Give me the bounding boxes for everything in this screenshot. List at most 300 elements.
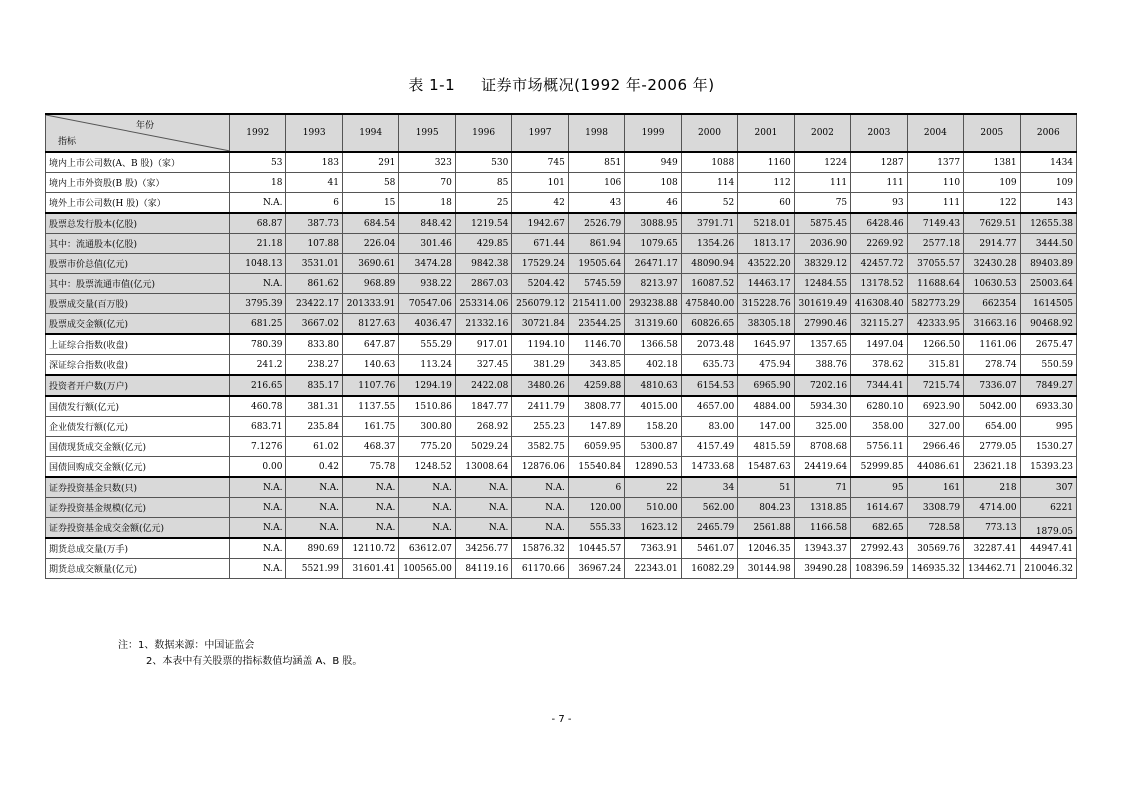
- value-cell: 530: [455, 152, 511, 173]
- value-cell: 27990.46: [794, 314, 850, 335]
- value-cell: 2422.08: [455, 375, 511, 396]
- value-cell: 108: [625, 173, 681, 193]
- table-row: [46, 334, 1077, 355]
- value-cell: 775.20: [399, 437, 455, 457]
- value-cell: 268.92: [455, 417, 511, 437]
- value-cell: 0.42: [286, 457, 342, 478]
- value-cell: 861.94: [568, 234, 624, 254]
- value-cell: 300.80: [399, 417, 455, 437]
- value-cell: 378.62: [851, 355, 907, 376]
- value-cell: 31601.41: [342, 559, 398, 579]
- value-cell: 3474.28: [399, 254, 455, 274]
- value-cell: 1146.70: [568, 334, 624, 355]
- value-cell: 3690.61: [342, 254, 398, 274]
- value-cell: 37055.57: [907, 254, 963, 274]
- value-cell: 654.00: [964, 417, 1020, 437]
- value-cell: 1614505: [1020, 294, 1076, 314]
- value-cell: 2577.18: [907, 234, 963, 254]
- value-cell: 7215.74: [907, 375, 963, 396]
- value-cell: 1160: [738, 152, 794, 173]
- value-cell: N.A.: [342, 498, 398, 518]
- table-row: [46, 294, 1077, 314]
- value-cell: N.A.: [230, 559, 286, 579]
- value-cell: 4259.88: [568, 375, 624, 396]
- value-cell: 12110.72: [342, 538, 398, 559]
- table-row: [46, 314, 1077, 335]
- row-label: 期货总成交额量(亿元): [46, 559, 230, 579]
- value-cell: 100565.00: [399, 559, 455, 579]
- value-cell: 2269.92: [851, 234, 907, 254]
- value-cell: 848.42: [399, 213, 455, 234]
- value-cell: 63612.07: [399, 538, 455, 559]
- value-cell: 1194.10: [512, 334, 568, 355]
- value-cell: N.A.: [286, 477, 342, 498]
- table-row: [46, 477, 1077, 498]
- value-cell: 84119.16: [455, 559, 511, 579]
- value-cell: 6923.90: [907, 396, 963, 417]
- table-row: [46, 417, 1077, 437]
- page-number: - 7 -: [551, 714, 572, 725]
- value-cell: 13178.52: [851, 274, 907, 294]
- value-cell: 0.00: [230, 457, 286, 478]
- table-row: [46, 254, 1077, 274]
- value-cell: 19505.64: [568, 254, 624, 274]
- value-cell: 85: [455, 173, 511, 193]
- value-cell: 6059.95: [568, 437, 624, 457]
- value-cell: 1161.06: [964, 334, 1020, 355]
- value-cell: 112: [738, 173, 794, 193]
- value-cell: 7363.91: [625, 538, 681, 559]
- value-cell: 38329.12: [794, 254, 850, 274]
- value-cell: 70: [399, 173, 455, 193]
- value-cell: 71: [794, 477, 850, 498]
- value-cell: N.A.: [455, 498, 511, 518]
- row-label: 国债回购成交金额(亿元): [46, 457, 230, 478]
- value-cell: 90468.92: [1020, 314, 1076, 335]
- note-line: 注：1、数据来源：中国证监会: [118, 640, 255, 651]
- year-header: 2005: [964, 114, 1020, 152]
- value-cell: 60: [738, 193, 794, 214]
- value-cell: 1623.12: [625, 518, 681, 539]
- indicator-header-label: 指标: [58, 137, 77, 147]
- value-cell: 804.23: [738, 498, 794, 518]
- value-cell: 53: [230, 152, 286, 173]
- table-row: [46, 375, 1077, 396]
- value-cell: 890.69: [286, 538, 342, 559]
- value-cell: N.A.: [399, 518, 455, 539]
- value-cell: 107.88: [286, 234, 342, 254]
- value-cell: 1079.65: [625, 234, 681, 254]
- value-cell: 38305.18: [738, 314, 794, 335]
- value-cell: 582773.29: [907, 294, 963, 314]
- value-cell: 52: [681, 193, 737, 214]
- row-label: 深证综合指数(收盘): [46, 355, 230, 376]
- value-cell: N.A.: [230, 274, 286, 294]
- year-header-label: 年份: [136, 121, 155, 131]
- value-cell: 6: [286, 193, 342, 214]
- value-cell: 728.58: [907, 518, 963, 539]
- row-label: 证券投资基金只数(只): [46, 477, 230, 498]
- year-header: 1994: [342, 114, 398, 152]
- value-cell: 2465.79: [681, 518, 737, 539]
- value-cell: 34256.77: [455, 538, 511, 559]
- value-cell: 44947.41: [1020, 538, 1076, 559]
- value-cell: 562.00: [681, 498, 737, 518]
- table-row: [46, 152, 1077, 173]
- value-cell: 307: [1020, 477, 1076, 498]
- value-cell: 39490.28: [794, 559, 850, 579]
- value-cell: N.A.: [455, 477, 511, 498]
- value-cell: 381.31: [286, 396, 342, 417]
- value-cell: N.A.: [230, 498, 286, 518]
- value-cell: 9842.38: [455, 254, 511, 274]
- value-cell: 278.74: [964, 355, 1020, 376]
- value-cell: 1318.85: [794, 498, 850, 518]
- value-cell: 745: [512, 152, 568, 173]
- value-cell: 44086.61: [907, 457, 963, 478]
- value-cell: 5029.24: [455, 437, 511, 457]
- value-cell: 15876.32: [512, 538, 568, 559]
- value-cell: 4036.47: [399, 314, 455, 335]
- value-cell: 15: [342, 193, 398, 214]
- value-cell: 11688.64: [907, 274, 963, 294]
- value-cell: 2914.77: [964, 234, 1020, 254]
- value-cell: 32115.27: [851, 314, 907, 335]
- value-cell: 12876.06: [512, 457, 568, 478]
- value-cell: 42: [512, 193, 568, 214]
- value-cell: 15393.23: [1020, 457, 1076, 478]
- value-cell: 387.73: [286, 213, 342, 234]
- value-cell: 134462.71: [964, 559, 1020, 579]
- value-cell: 315.81: [907, 355, 963, 376]
- value-cell: 325.00: [794, 417, 850, 437]
- value-cell: 995: [1020, 417, 1076, 437]
- value-cell: 1354.26: [681, 234, 737, 254]
- row-label: 股票市价总值(亿元): [46, 254, 230, 274]
- value-cell: 2036.90: [794, 234, 850, 254]
- value-cell: 23422.17: [286, 294, 342, 314]
- year-header: 2002: [794, 114, 850, 152]
- value-cell: 402.18: [625, 355, 681, 376]
- header-row: [46, 114, 1077, 152]
- table-row: [46, 498, 1077, 518]
- row-label: 其中：流通股本(亿股): [46, 234, 230, 254]
- value-cell: 51: [738, 477, 794, 498]
- year-header: 1996: [455, 114, 511, 152]
- value-cell: 58: [342, 173, 398, 193]
- value-cell: 8213.97: [625, 274, 681, 294]
- value-cell: N.A.: [512, 518, 568, 539]
- value-cell: 3444.50: [1020, 234, 1076, 254]
- value-cell: 5521.99: [286, 559, 342, 579]
- value-cell: 10445.57: [568, 538, 624, 559]
- value-cell: 949: [625, 152, 681, 173]
- table-row: [46, 559, 1077, 579]
- value-cell: 3582.75: [512, 437, 568, 457]
- value-cell: 215411.00: [568, 294, 624, 314]
- value-cell: 1287: [851, 152, 907, 173]
- row-label: 境内上市外资股(B 股)（家）: [46, 173, 230, 193]
- value-cell: 5934.30: [794, 396, 850, 417]
- value-cell: 6428.46: [851, 213, 907, 234]
- table-row: [46, 193, 1077, 214]
- value-cell: 2966.46: [907, 437, 963, 457]
- table-title: [0, 74, 1123, 95]
- value-cell: 381.29: [512, 355, 568, 376]
- value-cell: 15540.84: [568, 457, 624, 478]
- value-cell: 1219.54: [455, 213, 511, 234]
- value-cell: 41: [286, 173, 342, 193]
- value-cell: 475.94: [738, 355, 794, 376]
- value-cell: 61.02: [286, 437, 342, 457]
- value-cell: 109: [964, 173, 1020, 193]
- notes: [118, 638, 362, 670]
- table-row: [46, 437, 1077, 457]
- value-cell: 780.39: [230, 334, 286, 355]
- value-cell: 6154.53: [681, 375, 737, 396]
- value-cell: 635.73: [681, 355, 737, 376]
- value-cell: 101: [512, 173, 568, 193]
- row-label: 投资者开户数(万户): [46, 375, 230, 396]
- year-header: 2004: [907, 114, 963, 152]
- value-cell: 32287.41: [964, 538, 1020, 559]
- value-cell: 3667.02: [286, 314, 342, 335]
- value-cell: 36967.24: [568, 559, 624, 579]
- row-label: 国债现货成交金额(亿元): [46, 437, 230, 457]
- year-header: 2001: [738, 114, 794, 152]
- value-cell: 1381: [964, 152, 1020, 173]
- value-cell: 1137.55: [342, 396, 398, 417]
- value-cell: 4714.00: [964, 498, 1020, 518]
- value-cell: N.A.: [286, 498, 342, 518]
- securities-market-table: [45, 113, 1077, 579]
- value-cell: 6221: [1020, 498, 1076, 518]
- value-cell: N.A.: [342, 477, 398, 498]
- value-cell: 555.33: [568, 518, 624, 539]
- value-cell: 13943.37: [794, 538, 850, 559]
- row-label: 股票成交量(百万股): [46, 294, 230, 314]
- value-cell: 5204.42: [512, 274, 568, 294]
- row-label: 上证综合指数(收盘): [46, 334, 230, 355]
- value-cell: 8127.63: [342, 314, 398, 335]
- value-cell: 1497.04: [851, 334, 907, 355]
- value-cell: 2073.48: [681, 334, 737, 355]
- value-cell: 24419.64: [794, 457, 850, 478]
- value-cell: 43: [568, 193, 624, 214]
- table-row: [46, 234, 1077, 254]
- table-title-text: 证券市场概况(1992 年-2006 年): [481, 76, 715, 94]
- value-cell: 8708.68: [794, 437, 850, 457]
- value-cell: 555.29: [399, 334, 455, 355]
- value-cell: 684.54: [342, 213, 398, 234]
- value-cell: 5745.59: [568, 274, 624, 294]
- value-cell: N.A.: [512, 498, 568, 518]
- value-cell: 158.20: [625, 417, 681, 437]
- value-cell: 42333.95: [907, 314, 963, 335]
- value-cell: 10630.53: [964, 274, 1020, 294]
- value-cell: 15487.63: [738, 457, 794, 478]
- value-cell: N.A.: [399, 498, 455, 518]
- value-cell: 7849.27: [1020, 375, 1076, 396]
- value-cell: 2675.47: [1020, 334, 1076, 355]
- value-cell: 12046.35: [738, 538, 794, 559]
- value-cell: 968.89: [342, 274, 398, 294]
- value-cell: 1266.50: [907, 334, 963, 355]
- value-cell: 21.18: [230, 234, 286, 254]
- value-cell: 301.46: [399, 234, 455, 254]
- value-cell: 5300.87: [625, 437, 681, 457]
- value-cell: 43522.20: [738, 254, 794, 274]
- value-cell: 1614.67: [851, 498, 907, 518]
- value-cell: 2867.03: [455, 274, 511, 294]
- value-cell: 3480.26: [512, 375, 568, 396]
- value-cell: 1088: [681, 152, 737, 173]
- value-cell: 23621.18: [964, 457, 1020, 478]
- value-cell: N.A.: [286, 518, 342, 539]
- value-cell: 1248.52: [399, 457, 455, 478]
- value-cell: N.A.: [230, 193, 286, 214]
- value-cell: 18: [399, 193, 455, 214]
- value-cell: 835.17: [286, 375, 342, 396]
- value-cell: 3795.39: [230, 294, 286, 314]
- value-cell: 2411.79: [512, 396, 568, 417]
- value-cell: 7.1276: [230, 437, 286, 457]
- value-cell: 147.00: [738, 417, 794, 437]
- value-cell: 60826.65: [681, 314, 737, 335]
- value-cell: 468.37: [342, 437, 398, 457]
- value-cell: 143: [1020, 193, 1076, 214]
- table-row: [46, 518, 1077, 539]
- value-cell: 4657.00: [681, 396, 737, 417]
- value-cell: 114: [681, 173, 737, 193]
- value-cell: 30144.98: [738, 559, 794, 579]
- value-cell: 111: [907, 193, 963, 214]
- value-cell: 110: [907, 173, 963, 193]
- value-cell: 75: [794, 193, 850, 214]
- value-cell: 93: [851, 193, 907, 214]
- note-line: 2、本表中有关股票的指标数值均涵盖 A、B 股。: [146, 656, 363, 667]
- row-label: 国债发行额(亿元): [46, 396, 230, 417]
- value-cell: N.A.: [512, 477, 568, 498]
- value-cell: 89403.89: [1020, 254, 1076, 274]
- value-cell: 938.22: [399, 274, 455, 294]
- year-header: 2003: [851, 114, 907, 152]
- value-cell: 4810.63: [625, 375, 681, 396]
- year-header: 1993: [286, 114, 342, 152]
- value-cell: 12655.38: [1020, 213, 1076, 234]
- value-cell: 323: [399, 152, 455, 173]
- value-cell: 31319.60: [625, 314, 681, 335]
- value-cell: 120.00: [568, 498, 624, 518]
- value-cell: 111: [794, 173, 850, 193]
- value-cell: 106: [568, 173, 624, 193]
- value-cell: 75.78: [342, 457, 398, 478]
- value-cell: 683.71: [230, 417, 286, 437]
- value-cell: 416308.40: [851, 294, 907, 314]
- value-cell: 14463.17: [738, 274, 794, 294]
- table-row: [46, 538, 1077, 559]
- value-cell: N.A.: [399, 477, 455, 498]
- row-label: 其中：股票流通市值(亿元): [46, 274, 230, 294]
- year-header: 1992: [230, 114, 286, 152]
- row-label: 证券投资基金规模(亿元): [46, 498, 230, 518]
- value-cell: 68.87: [230, 213, 286, 234]
- value-cell: 61170.66: [512, 559, 568, 579]
- year-header: 2000: [681, 114, 737, 152]
- value-cell: 18: [230, 173, 286, 193]
- value-cell: 16082.29: [681, 559, 737, 579]
- value-cell: 2561.88: [738, 518, 794, 539]
- value-cell: 7336.07: [964, 375, 1020, 396]
- value-cell: 226.04: [342, 234, 398, 254]
- table-row: [46, 457, 1077, 478]
- value-cell: 7149.43: [907, 213, 963, 234]
- value-cell: 216.65: [230, 375, 286, 396]
- value-cell: 315228.76: [738, 294, 794, 314]
- year-header: 2006: [1020, 114, 1076, 152]
- value-cell: 111: [851, 173, 907, 193]
- value-cell: 833.80: [286, 334, 342, 355]
- value-cell: 293238.88: [625, 294, 681, 314]
- value-cell: 256079.12: [512, 294, 568, 314]
- value-cell: 682.65: [851, 518, 907, 539]
- value-cell: 34: [681, 477, 737, 498]
- value-cell: 2526.79: [568, 213, 624, 234]
- value-cell: 343.85: [568, 355, 624, 376]
- year-header: 1995: [399, 114, 455, 152]
- value-cell: 140.63: [342, 355, 398, 376]
- value-cell: 7202.16: [794, 375, 850, 396]
- value-cell: 358.00: [851, 417, 907, 437]
- row-label: 企业债发行额(亿元): [46, 417, 230, 437]
- value-cell: 46: [625, 193, 681, 214]
- value-cell: 327.00: [907, 417, 963, 437]
- row-label: 证券投资基金成交金额(亿元): [46, 518, 230, 539]
- value-cell: 95: [851, 477, 907, 498]
- value-cell: 460.78: [230, 396, 286, 417]
- value-cell: 31663.16: [964, 314, 1020, 335]
- value-cell: 17529.24: [512, 254, 568, 274]
- value-cell: 510.00: [625, 498, 681, 518]
- value-cell: 327.45: [455, 355, 511, 376]
- table-row: [46, 274, 1077, 294]
- value-cell: 52999.85: [851, 457, 907, 478]
- value-cell: 301619.49: [794, 294, 850, 314]
- year-header: 1999: [625, 114, 681, 152]
- value-cell: 1166.58: [794, 518, 850, 539]
- value-cell: 12890.53: [625, 457, 681, 478]
- row-label: 股票成交金额(亿元): [46, 314, 230, 335]
- value-cell: 5875.45: [794, 213, 850, 234]
- value-cell: 662354: [964, 294, 1020, 314]
- value-cell: 7629.51: [964, 213, 1020, 234]
- value-cell: 122: [964, 193, 1020, 214]
- value-cell: 6: [568, 477, 624, 498]
- table-number: 表 1-1: [408, 76, 456, 94]
- value-cell: 21332.16: [455, 314, 511, 335]
- value-cell: 12484.55: [794, 274, 850, 294]
- value-cell: 14733.68: [681, 457, 737, 478]
- value-cell: 30721.84: [512, 314, 568, 335]
- value-cell: 1847.77: [455, 396, 511, 417]
- value-cell: 550.59: [1020, 355, 1076, 376]
- value-cell: 30569.76: [907, 538, 963, 559]
- value-cell: 917.01: [455, 334, 511, 355]
- value-cell: N.A.: [230, 538, 286, 559]
- value-cell: 4884.00: [738, 396, 794, 417]
- row-label: 境外上市公司数(H 股)（家）: [46, 193, 230, 214]
- value-cell: 25: [455, 193, 511, 214]
